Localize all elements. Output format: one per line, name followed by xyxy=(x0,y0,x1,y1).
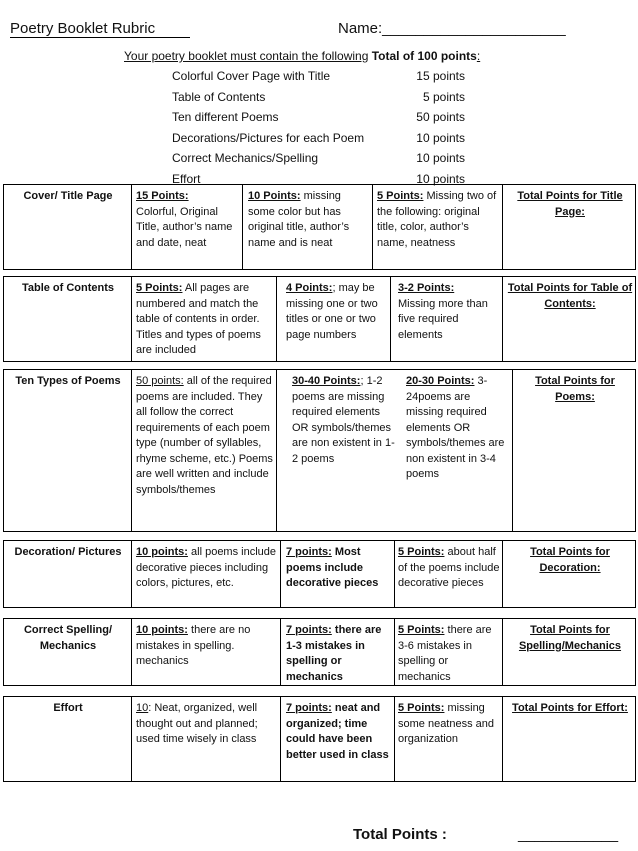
criteria-head: 5 Points: xyxy=(398,702,445,714)
requirement-item: Effort xyxy=(172,172,201,186)
criteria-body: there are 3-6 mistakes in spelling or mechanics xyxy=(398,624,492,683)
column-divider xyxy=(131,541,132,607)
requirement-item: Colorful Cover Page with Title xyxy=(172,69,331,83)
category-label: Decoration/ Pictures xyxy=(14,546,122,558)
criteria-10-points xyxy=(136,701,276,748)
grand-total-blank: ____________ xyxy=(518,826,619,843)
rubric-row-spelling xyxy=(3,618,636,686)
intro-lead: Your poetry booklet must contain the following xyxy=(124,49,369,63)
requirement-points: 50 points xyxy=(416,110,465,124)
column-divider xyxy=(131,697,132,781)
category-label: Correct Spelling/ Mechanics xyxy=(23,624,113,652)
column-divider xyxy=(390,277,391,361)
column-divider xyxy=(131,619,132,685)
requirement-item: Decorations/Pictures for each Poem xyxy=(172,131,365,145)
criteria-body: there are no mistakes in spelling. mechanics xyxy=(136,624,251,667)
intro-line xyxy=(124,49,480,63)
criteria-body: ; may be missing one or two titles or one or two page numbers xyxy=(286,282,378,341)
criteria-body: about half of the poems include decorative pieces xyxy=(398,546,500,589)
criteria-50-points xyxy=(136,374,274,498)
criteria-head: 5 Points: xyxy=(136,282,183,294)
column-divider xyxy=(131,370,132,531)
criteria-head: 5 Points: xyxy=(398,546,445,558)
criteria-head: 30-40 Points: xyxy=(292,375,361,387)
criteria-4-points xyxy=(286,281,388,343)
criteria-15-points xyxy=(136,189,240,251)
category-label: Ten Types of Poems xyxy=(15,375,121,387)
criteria-head: 50 points: xyxy=(136,375,184,387)
total-table-of-contents: Total Points for Table of Contents: xyxy=(507,282,633,310)
criteria-10-points xyxy=(136,545,276,592)
column-divider xyxy=(131,185,132,269)
criteria-body: Missing two of the following: original title, color, author’s name, neatness xyxy=(377,190,497,249)
criteria-body: neat and organized; time could have been better used in class xyxy=(286,702,389,761)
column-divider xyxy=(512,370,513,531)
criteria-head: 7 points: xyxy=(286,624,332,636)
rubric-title-text: Poetry Booklet Rubric xyxy=(10,20,156,37)
criteria-head: 5 Points: xyxy=(377,190,424,202)
criteria-head: 5 Points: xyxy=(398,624,445,636)
criteria-head: 10 points: xyxy=(136,624,188,636)
criteria-head: 4 Points: xyxy=(286,282,333,294)
requirement-points: 10 points xyxy=(416,151,465,165)
criteria-body: Colorful, Original Title, author’s name and date, neat xyxy=(136,205,233,249)
requirement-points: 5 points xyxy=(422,90,465,104)
criteria-body: Most poems include decorative pieces xyxy=(286,546,379,589)
rubric-row-poems xyxy=(3,369,636,532)
student-name-label: Name:______________________ xyxy=(338,20,566,37)
criteria-5-points xyxy=(398,701,500,748)
column-divider xyxy=(280,619,281,685)
criteria-body: there are 1-3 mistakes in spelling or mechanics xyxy=(286,624,382,683)
criteria-body: : Neat, organized, well thought out and planned; used time wisely in class xyxy=(136,702,258,745)
column-divider xyxy=(502,619,503,685)
criteria-5-points xyxy=(377,189,500,251)
grand-total-label: Total Points : xyxy=(353,826,447,843)
requirement-points: 10 points xyxy=(416,172,465,186)
total-spelling: Total Points for Spelling/Mechanics xyxy=(518,624,622,652)
requirement-points: 15 points xyxy=(416,69,465,83)
criteria-10-points xyxy=(136,623,276,670)
column-divider xyxy=(131,277,132,361)
requirement-item: Table of Contents xyxy=(172,90,266,104)
criteria-head: 7 points: xyxy=(286,702,332,714)
criteria-body: Missing more than five required elements xyxy=(398,297,488,341)
criteria-body: 3-24poems are missing required elements OR symbols/themes are non existent in 3-4 poems xyxy=(406,375,505,480)
category-label: Table of Contents xyxy=(21,282,115,294)
total-decoration: Total Points for Decoration: xyxy=(530,546,610,574)
column-divider xyxy=(280,541,281,607)
intro-colon: : xyxy=(476,49,481,63)
criteria-3-2-points xyxy=(398,281,500,343)
column-divider xyxy=(280,697,281,781)
column-divider xyxy=(394,619,395,685)
criteria-head: 20-30 Points: xyxy=(406,375,475,387)
category-label: Effort xyxy=(53,702,83,714)
rubric-row-cover xyxy=(3,184,636,270)
category-label: Cover/ Title Page xyxy=(23,190,113,202)
criteria-5-points xyxy=(136,281,274,359)
criteria-10-points xyxy=(248,189,370,251)
column-divider xyxy=(276,277,277,361)
requirement-item: Correct Mechanics/Spelling xyxy=(172,151,319,165)
requirement-points: 10 points xyxy=(416,131,465,145)
column-divider xyxy=(394,541,395,607)
rubric-title xyxy=(10,20,190,38)
rubric-row-effort xyxy=(3,696,636,782)
criteria-5-points xyxy=(398,623,500,685)
criteria-body: All pages are numbered and match the table of contents in order. Titles and types of poems are included xyxy=(136,282,261,356)
criteria-body: ; 1-2 poems are missing required elements OR symbols/themes are non existent in 1-2 poems xyxy=(292,375,395,465)
criteria-5-points xyxy=(398,545,500,592)
total-title-page: Total Points for Title Page: xyxy=(517,190,623,218)
column-divider xyxy=(502,185,503,269)
criteria-body: all poems include decorative pieces including colors, pictures, etc. xyxy=(136,546,277,589)
rubric-row-toc xyxy=(3,276,636,362)
column-divider xyxy=(502,697,503,781)
criteria-20-30-points xyxy=(406,374,508,483)
criteria-body: missing some neatness and organization xyxy=(398,702,495,745)
criteria-head: 10 xyxy=(136,702,149,714)
intro-total: Total of 100 points xyxy=(371,49,477,63)
column-divider xyxy=(502,541,503,607)
column-divider xyxy=(276,370,277,531)
criteria-7-points xyxy=(286,701,392,763)
total-poems: Total Points for Poems: xyxy=(535,375,615,403)
criteria-head: 10 Points: xyxy=(248,190,301,202)
criteria-30-40-points xyxy=(292,374,396,467)
criteria-head: 3-2 Points: xyxy=(398,282,455,294)
criteria-head: 10 points: xyxy=(136,546,188,558)
criteria-7-points xyxy=(286,623,392,685)
total-effort: Total Points for Effort: xyxy=(512,702,628,714)
criteria-7-points xyxy=(286,545,392,592)
column-divider xyxy=(242,185,243,269)
criteria-body: missing some color but has original title, author’s name and is neat xyxy=(248,190,350,249)
criteria-head: 7 points: xyxy=(286,546,332,558)
column-divider xyxy=(502,277,503,361)
column-divider xyxy=(394,697,395,781)
rubric-row-decoration xyxy=(3,540,636,608)
requirement-item: Ten different Poems xyxy=(172,110,279,124)
criteria-head: 15 Points: xyxy=(136,190,189,202)
column-divider xyxy=(372,185,373,269)
criteria-body: all of the required poems are included. They all follow the correct requirements of each poem type (number of syllables, rhyme scheme, etc.) Poems are well written and include symbols/themes xyxy=(136,375,273,496)
